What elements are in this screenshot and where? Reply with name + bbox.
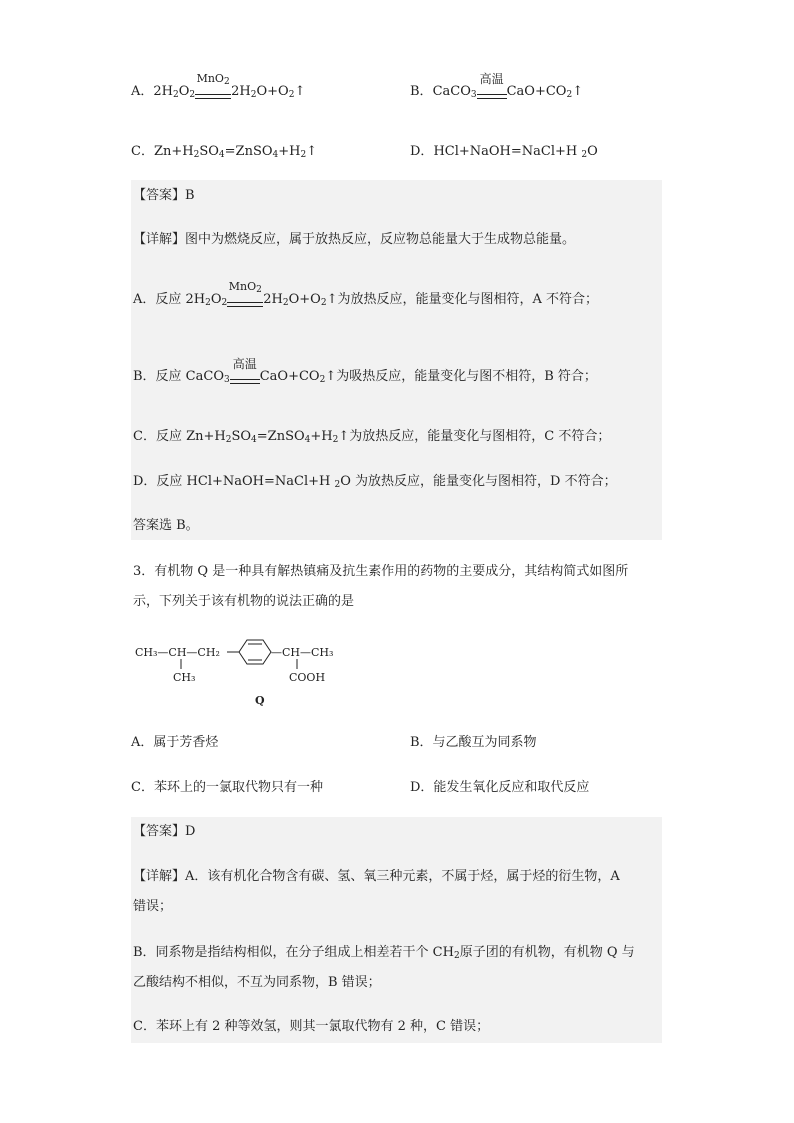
- q2-final: 答案选 B。: [133, 518, 199, 533]
- q2-detail-a: A．反应 $2H_2O_2$ MnO$_2$ $2H_2O+O_2↑$为放热反应，能量变化与图相符，A 不符合；: [133, 280, 598, 308]
- q3-option-a: A．属于芳香烃: [131, 735, 219, 750]
- q2-option-b: B．CaCO$_3$ 高温 $CaO+CO_2↑$: [410, 72, 584, 100]
- mol-right-chain: —CH—CH₃: [271, 646, 334, 659]
- q2-detail-b: B．反应 CaCO$_3$ 高温 $CaO+CO_2↑$为吸热反应，能量变化与图不相符，B 符合；: [133, 357, 597, 385]
- q2-detail: 【详解】图中为燃烧反应，属于放热反应，反应物总能量大于生成物总能量。: [133, 232, 576, 247]
- benzene-ring-diagram: [133, 632, 363, 712]
- q3-detail-a-cont: 错误；: [133, 899, 173, 914]
- q3-detail-b: B．同系物是指结构相似，在分子组成上相差若干个 $CH_2$原子团的有机物，有机物 Q 与: [133, 945, 635, 961]
- q2-option-c: C．$Zn+H_2SO_4=ZnSO_4+H_2↑$: [131, 144, 318, 160]
- reaction-condition: MnO$_2$: [195, 83, 231, 101]
- q2-detail-c: C．反应 $Zn+H_2SO_4=ZnSO_4+H_2↑$为放热反应，能量变化与图相符，C 不符合；: [133, 429, 611, 445]
- q3-stem: 3．有机物 Q 是一种具有解热镇痛及抗生素作用的药物的主要成分，其结构简式如图所: [133, 564, 629, 579]
- q3-detail-a: 【详解】A．该有机化合物含有碳、氢、氧三种元素，不属于烃，属于烃的衍生物，A: [133, 869, 620, 884]
- mol-label: Q: [255, 694, 265, 707]
- q2-answer: 【答案】B: [133, 188, 195, 203]
- answer-block-q3: [131, 817, 662, 1043]
- reaction-condition: 高温: [477, 83, 507, 101]
- q3-detail-c: C．苯环上有 2 种等效氢，则其一氯取代物有 2 种，C 错误；: [133, 1019, 490, 1034]
- q3-stem-cont: 示，下列关于该有机物的说法正确的是: [133, 594, 355, 609]
- q2-option-d: D．HCl+NaOH=NaCl+H $_2$O: [410, 144, 598, 160]
- q3-detail-b-cont: 乙酸结构不相似，不互为同系物，B 错误；: [133, 975, 381, 990]
- q2-option-a: A．$2H_2O_2$ MnO$_2$ $2H_2O+O_2↑$: [131, 72, 306, 100]
- reaction-condition: MnO$_2$: [227, 291, 263, 309]
- reaction-condition: 高温: [230, 368, 260, 386]
- q3-option-d: D．能发生氧化反应和取代反应: [410, 780, 590, 795]
- q3-answer: 【答案】D: [133, 824, 196, 839]
- molecule-structure: [133, 632, 363, 716]
- q3-option-b: B．与乙酸互为同系物: [410, 735, 537, 750]
- mol-left-chain: CH₃—CH—CH₂: [135, 646, 220, 659]
- q3-option-c: C．苯环上的一氯取代物只有一种: [131, 780, 323, 795]
- mol-ch3-branch: CH₃: [173, 671, 196, 684]
- q2-detail-d: D．反应 HCl+NaOH=NaCl+H $_2$O 为放热反应，能量变化与图相符，D 不符合；: [133, 474, 617, 490]
- mol-cooh: COOH: [289, 671, 326, 684]
